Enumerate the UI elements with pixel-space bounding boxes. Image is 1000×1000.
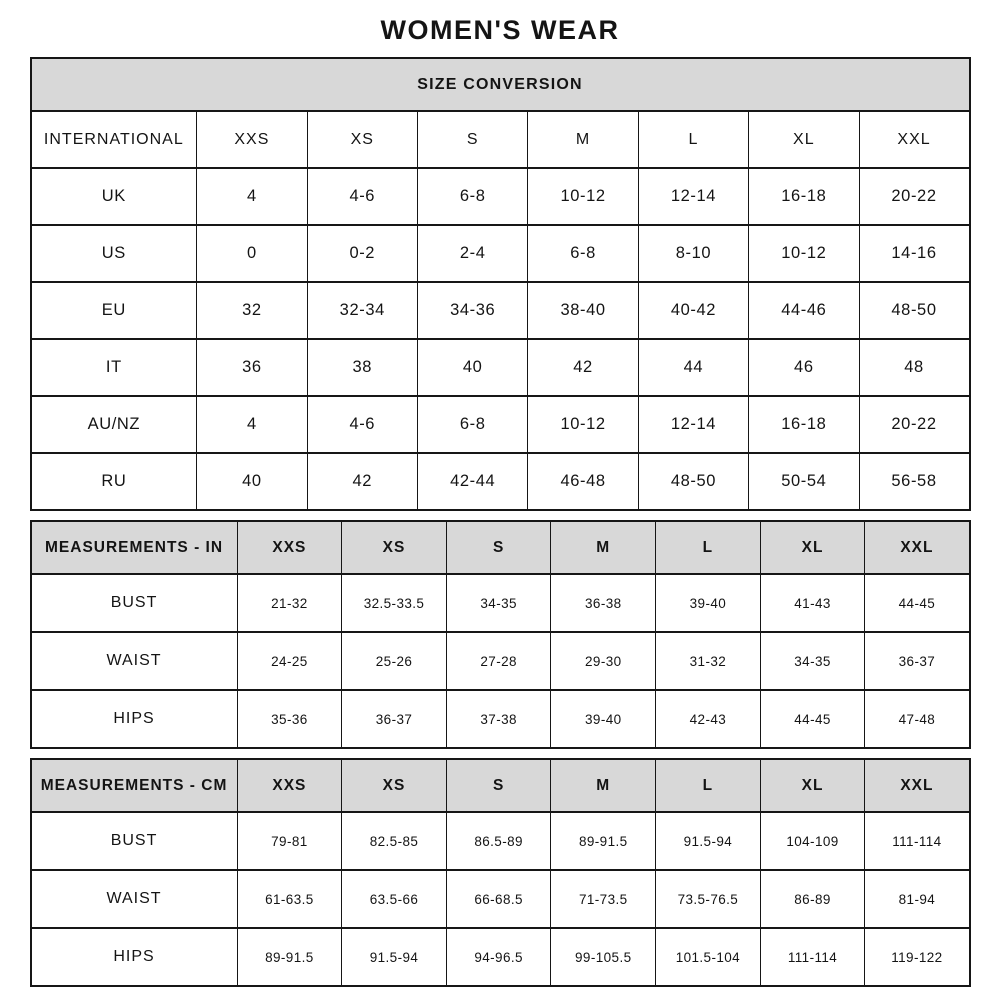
column-header-xxl: XXL xyxy=(865,759,970,812)
cell-us-xxl: 14-16 xyxy=(859,225,969,282)
cell-waist-l: 73.5-76.5 xyxy=(656,870,761,928)
column-header-s: S xyxy=(446,521,551,574)
table-row-ru xyxy=(31,453,970,510)
row-label-hips: HIPS xyxy=(31,928,238,986)
cell-waist-xxl: 81-94 xyxy=(865,870,970,928)
cell-uk-xxs: 4 xyxy=(197,168,307,225)
table-row-waist xyxy=(31,632,970,690)
row-label-us: US xyxy=(31,225,197,282)
table-row-bust xyxy=(31,812,970,870)
cell-hips-s: 37-38 xyxy=(446,690,551,748)
cell-waist-xxl: 36-37 xyxy=(865,632,970,690)
cell-au-nz-xxs: 4 xyxy=(197,396,307,453)
cell-uk-xl: 16-18 xyxy=(749,168,859,225)
row-label-ru: RU xyxy=(31,453,197,510)
cell-uk-xs: 4-6 xyxy=(307,168,417,225)
cell-eu-xs: 32-34 xyxy=(307,282,417,339)
cell-hips-m: 99-105.5 xyxy=(551,928,656,986)
column-header-xxs: XXS xyxy=(237,521,342,574)
cell-us-xs: 0-2 xyxy=(307,225,417,282)
cell-hips-xl: 44-45 xyxy=(760,690,865,748)
cell-waist-s: 66-68.5 xyxy=(446,870,551,928)
cell-uk-m: 10-12 xyxy=(528,168,638,225)
cell-au-nz-xs: 4-6 xyxy=(307,396,417,453)
table-row-eu xyxy=(31,282,970,339)
row-label-waist: WAIST xyxy=(31,870,238,928)
cell-hips-xs: 91.5-94 xyxy=(342,928,447,986)
cell-us-xxs: 0 xyxy=(197,225,307,282)
cell-ru-xs: 42 xyxy=(307,453,417,510)
cell-waist-xs: 25-26 xyxy=(342,632,447,690)
cell-bust-xxs: 21-32 xyxy=(237,574,342,632)
table-row-hips xyxy=(31,690,970,748)
cell-it-s: 40 xyxy=(417,339,527,396)
cell-bust-s: 86.5-89 xyxy=(446,812,551,870)
cell-eu-s: 34-36 xyxy=(417,282,527,339)
size-conversion-table xyxy=(30,57,971,511)
cell-uk-s: 6-8 xyxy=(417,168,527,225)
cell-it-m: 42 xyxy=(528,339,638,396)
cell-it-xl: 46 xyxy=(749,339,859,396)
column-header-international: INTERNATIONAL xyxy=(31,111,197,168)
cell-uk-l: 12-14 xyxy=(638,168,748,225)
cell-hips-xs: 36-37 xyxy=(342,690,447,748)
column-header-l: L xyxy=(656,759,761,812)
cell-bust-l: 91.5-94 xyxy=(656,812,761,870)
row-label-bust: BUST xyxy=(31,574,238,632)
cell-waist-xl: 34-35 xyxy=(760,632,865,690)
column-header-xl: XL xyxy=(760,759,865,812)
cell-us-l: 8-10 xyxy=(638,225,748,282)
column-header-xl: XL xyxy=(760,521,865,574)
cell-eu-xl: 44-46 xyxy=(749,282,859,339)
cell-ru-s: 42-44 xyxy=(417,453,527,510)
table-row-waist xyxy=(31,870,970,928)
cell-ru-m: 46-48 xyxy=(528,453,638,510)
cell-us-m: 6-8 xyxy=(528,225,638,282)
cell-hips-l: 101.5-104 xyxy=(656,928,761,986)
table-row-au-nz xyxy=(31,396,970,453)
cell-hips-s: 94-96.5 xyxy=(446,928,551,986)
cell-waist-s: 27-28 xyxy=(446,632,551,690)
column-header-m: M xyxy=(551,521,656,574)
cell-us-xl: 10-12 xyxy=(749,225,859,282)
cell-bust-m: 89-91.5 xyxy=(551,812,656,870)
column-header-xs: XS xyxy=(342,759,447,812)
column-header-xs: XS xyxy=(307,111,417,168)
column-header-xxl: XXL xyxy=(859,111,969,168)
column-header-xxs: XXS xyxy=(237,759,342,812)
cell-waist-xxs: 61-63.5 xyxy=(237,870,342,928)
cell-waist-xxs: 24-25 xyxy=(237,632,342,690)
row-label-hips: HIPS xyxy=(31,690,238,748)
cell-ru-xl: 50-54 xyxy=(749,453,859,510)
table-title-size-conversion: SIZE CONVERSION xyxy=(31,58,970,111)
cell-bust-xxl: 44-45 xyxy=(865,574,970,632)
page-title: WOMEN'S WEAR xyxy=(380,15,620,45)
column-header-measurements-cm: MEASUREMENTS - CM xyxy=(31,759,238,812)
column-header-s: S xyxy=(417,111,527,168)
cell-bust-l: 39-40 xyxy=(656,574,761,632)
cell-hips-xxs: 89-91.5 xyxy=(237,928,342,986)
table-row-us xyxy=(31,225,970,282)
cell-waist-l: 31-32 xyxy=(656,632,761,690)
column-header-measurements-in: MEASUREMENTS - IN xyxy=(31,521,238,574)
cell-it-l: 44 xyxy=(638,339,748,396)
cell-au-nz-xxl: 20-22 xyxy=(859,396,969,453)
cell-ru-l: 48-50 xyxy=(638,453,748,510)
cell-ru-xxl: 56-58 xyxy=(859,453,969,510)
column-header-m: M xyxy=(528,111,638,168)
row-label-au-nz: AU/NZ xyxy=(31,396,197,453)
table-row-bust xyxy=(31,574,970,632)
cell-au-nz-s: 6-8 xyxy=(417,396,527,453)
cell-waist-xl: 86-89 xyxy=(760,870,865,928)
column-header-l: L xyxy=(656,521,761,574)
row-label-it: IT xyxy=(31,339,197,396)
cell-it-xxs: 36 xyxy=(197,339,307,396)
cell-bust-m: 36-38 xyxy=(551,574,656,632)
cell-hips-xl: 111-114 xyxy=(760,928,865,986)
cell-au-nz-m: 10-12 xyxy=(528,396,638,453)
table-row-it xyxy=(31,339,970,396)
tables-container xyxy=(30,57,971,987)
column-header-xs: XS xyxy=(342,521,447,574)
column-header-m: M xyxy=(551,759,656,812)
table-row-hips xyxy=(31,928,970,986)
cell-bust-xs: 82.5-85 xyxy=(342,812,447,870)
column-header-xl: XL xyxy=(749,111,859,168)
cell-ru-xxs: 40 xyxy=(197,453,307,510)
cell-it-xxl: 48 xyxy=(859,339,969,396)
row-label-uk: UK xyxy=(31,168,197,225)
column-header-xxl: XXL xyxy=(865,521,970,574)
cell-bust-s: 34-35 xyxy=(446,574,551,632)
cell-hips-xxs: 35-36 xyxy=(237,690,342,748)
column-header-s: S xyxy=(446,759,551,812)
cell-us-s: 2-4 xyxy=(417,225,527,282)
cell-uk-xxl: 20-22 xyxy=(859,168,969,225)
cell-au-nz-l: 12-14 xyxy=(638,396,748,453)
cell-bust-xxl: 111-114 xyxy=(865,812,970,870)
table-row-uk xyxy=(31,168,970,225)
row-label-bust: BUST xyxy=(31,812,238,870)
measurements-cm-table xyxy=(30,758,971,987)
row-label-waist: WAIST xyxy=(31,632,238,690)
cell-hips-xxl: 47-48 xyxy=(865,690,970,748)
column-header-xxs: XXS xyxy=(197,111,307,168)
row-label-eu: EU xyxy=(31,282,197,339)
cell-waist-xs: 63.5-66 xyxy=(342,870,447,928)
measurements-in-table xyxy=(30,520,971,749)
cell-eu-xxs: 32 xyxy=(197,282,307,339)
cell-it-xs: 38 xyxy=(307,339,417,396)
cell-eu-l: 40-42 xyxy=(638,282,748,339)
cell-hips-m: 39-40 xyxy=(551,690,656,748)
cell-eu-m: 38-40 xyxy=(528,282,638,339)
cell-waist-m: 71-73.5 xyxy=(551,870,656,928)
cell-bust-xl: 104-109 xyxy=(760,812,865,870)
cell-hips-l: 42-43 xyxy=(656,690,761,748)
column-header-l: L xyxy=(638,111,748,168)
cell-waist-m: 29-30 xyxy=(551,632,656,690)
cell-eu-xxl: 48-50 xyxy=(859,282,969,339)
cell-hips-xxl: 119-122 xyxy=(865,928,970,986)
cell-bust-xs: 32.5-33.5 xyxy=(342,574,447,632)
cell-au-nz-xl: 16-18 xyxy=(749,396,859,453)
cell-bust-xl: 41-43 xyxy=(760,574,865,632)
size-chart-sheet xyxy=(30,0,971,987)
cell-bust-xxs: 79-81 xyxy=(237,812,342,870)
